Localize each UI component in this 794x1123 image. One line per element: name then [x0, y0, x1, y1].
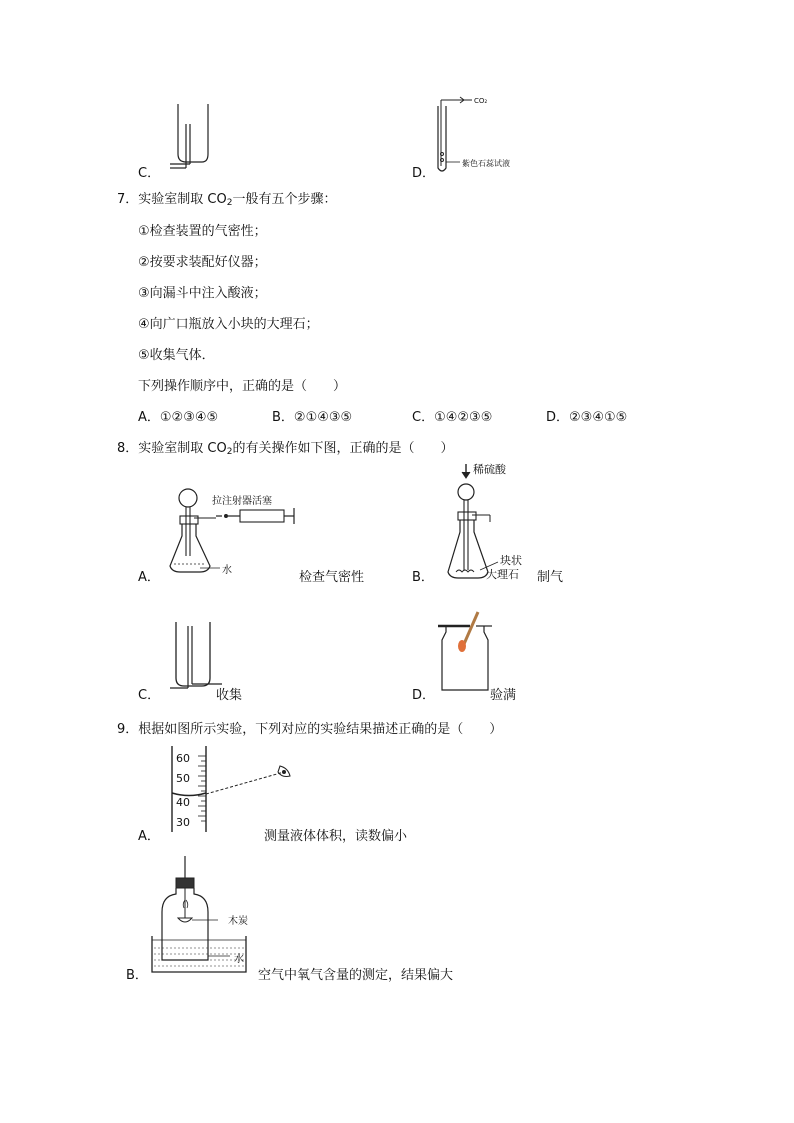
q7-stem	[117, 188, 336, 208]
q8-stem-post: 的有关操作如下图，正确的是（ ）	[232, 441, 454, 456]
q9-b-water-label: 水	[234, 954, 244, 965]
q8-stem-sub: 2	[226, 447, 233, 457]
q8-option-d-label: D．	[412, 688, 436, 703]
q7-option-a[interactable]: A．①②③④⑤	[138, 410, 219, 425]
q8-a-water-label: 水	[222, 565, 232, 576]
q8-b-caption: 制气	[537, 570, 564, 585]
q7-option-c[interactable]: C．①④②③⑤	[412, 410, 493, 425]
q9-a-tick-40: 40	[176, 796, 190, 809]
q8-a-caption: 检查气密性	[299, 570, 365, 585]
q8-option-b-label: B．	[412, 570, 434, 585]
q8-stem	[117, 437, 453, 457]
q8-stem-pre: 8．实验室制取 CO	[117, 441, 227, 456]
q9-a-tick-50: 50	[176, 772, 190, 785]
q8-b-solid-label-2: 大理石	[486, 568, 519, 581]
q7-option-d[interactable]: D．②③④①⑤	[546, 410, 628, 425]
q6-option-d-label: D．	[412, 166, 436, 181]
q7-step-5: ⑤收集气体．	[138, 348, 215, 363]
q6-d-gas-label: CO₂	[474, 97, 488, 105]
q8-b-diagram	[440, 462, 540, 582]
q9-b-charcoal-label: 木炭	[228, 916, 248, 927]
q7-stem-post: 一般有五个步骤：	[232, 192, 337, 207]
q7-option-b[interactable]: B．②①④③⑤	[272, 410, 353, 425]
q9-a-tick-30: 30	[176, 816, 190, 829]
q8-option-a-label: A．	[138, 570, 160, 585]
q7-step-2: ②按要求装配好仪器；	[138, 255, 267, 270]
q8-a-syringe-label: 拉注射器活塞	[212, 496, 272, 507]
q7-step-3: ③向漏斗中注入酸液；	[138, 286, 267, 301]
q8-d-caption: 验满	[490, 688, 517, 703]
q7-step-4: ④向广口瓶放入小块的大理石；	[138, 317, 319, 332]
q6-c-diagram	[168, 104, 218, 174]
q8-option-c-label: C．	[138, 688, 161, 703]
q7-step-1: ①检查装置的气密性；	[138, 224, 267, 239]
q8-c-caption: 收集	[216, 688, 243, 703]
q9-a-caption: 测量液体体积，读数偏小	[264, 829, 408, 844]
q8-b-solid-label-1: 块状	[500, 554, 522, 567]
q8-b-acid-label: 稀硫酸	[473, 463, 506, 476]
q6-d-liquid-label: 紫色石蕊试液	[462, 159, 510, 168]
q9-option-b-label: B．	[126, 968, 148, 983]
q9-stem: 9．根据如图所示实验，下列对应的实验结果描述正确的是（ ）	[117, 722, 503, 737]
q7-stem-sub: 2	[226, 198, 233, 208]
q6-option-c-label: C．	[138, 166, 161, 181]
q9-option-a-label: A．	[138, 829, 160, 844]
q9-b-caption: 空气中氧气含量的测定，结果偏大	[258, 968, 454, 983]
q8-d-diagram	[436, 612, 516, 692]
q7-prompt: 下列操作顺序中，正确的是（ ）	[138, 379, 347, 394]
q7-stem-pre: 7．实验室制取 CO	[117, 192, 227, 207]
q9-a-tick-60: 60	[176, 752, 190, 765]
